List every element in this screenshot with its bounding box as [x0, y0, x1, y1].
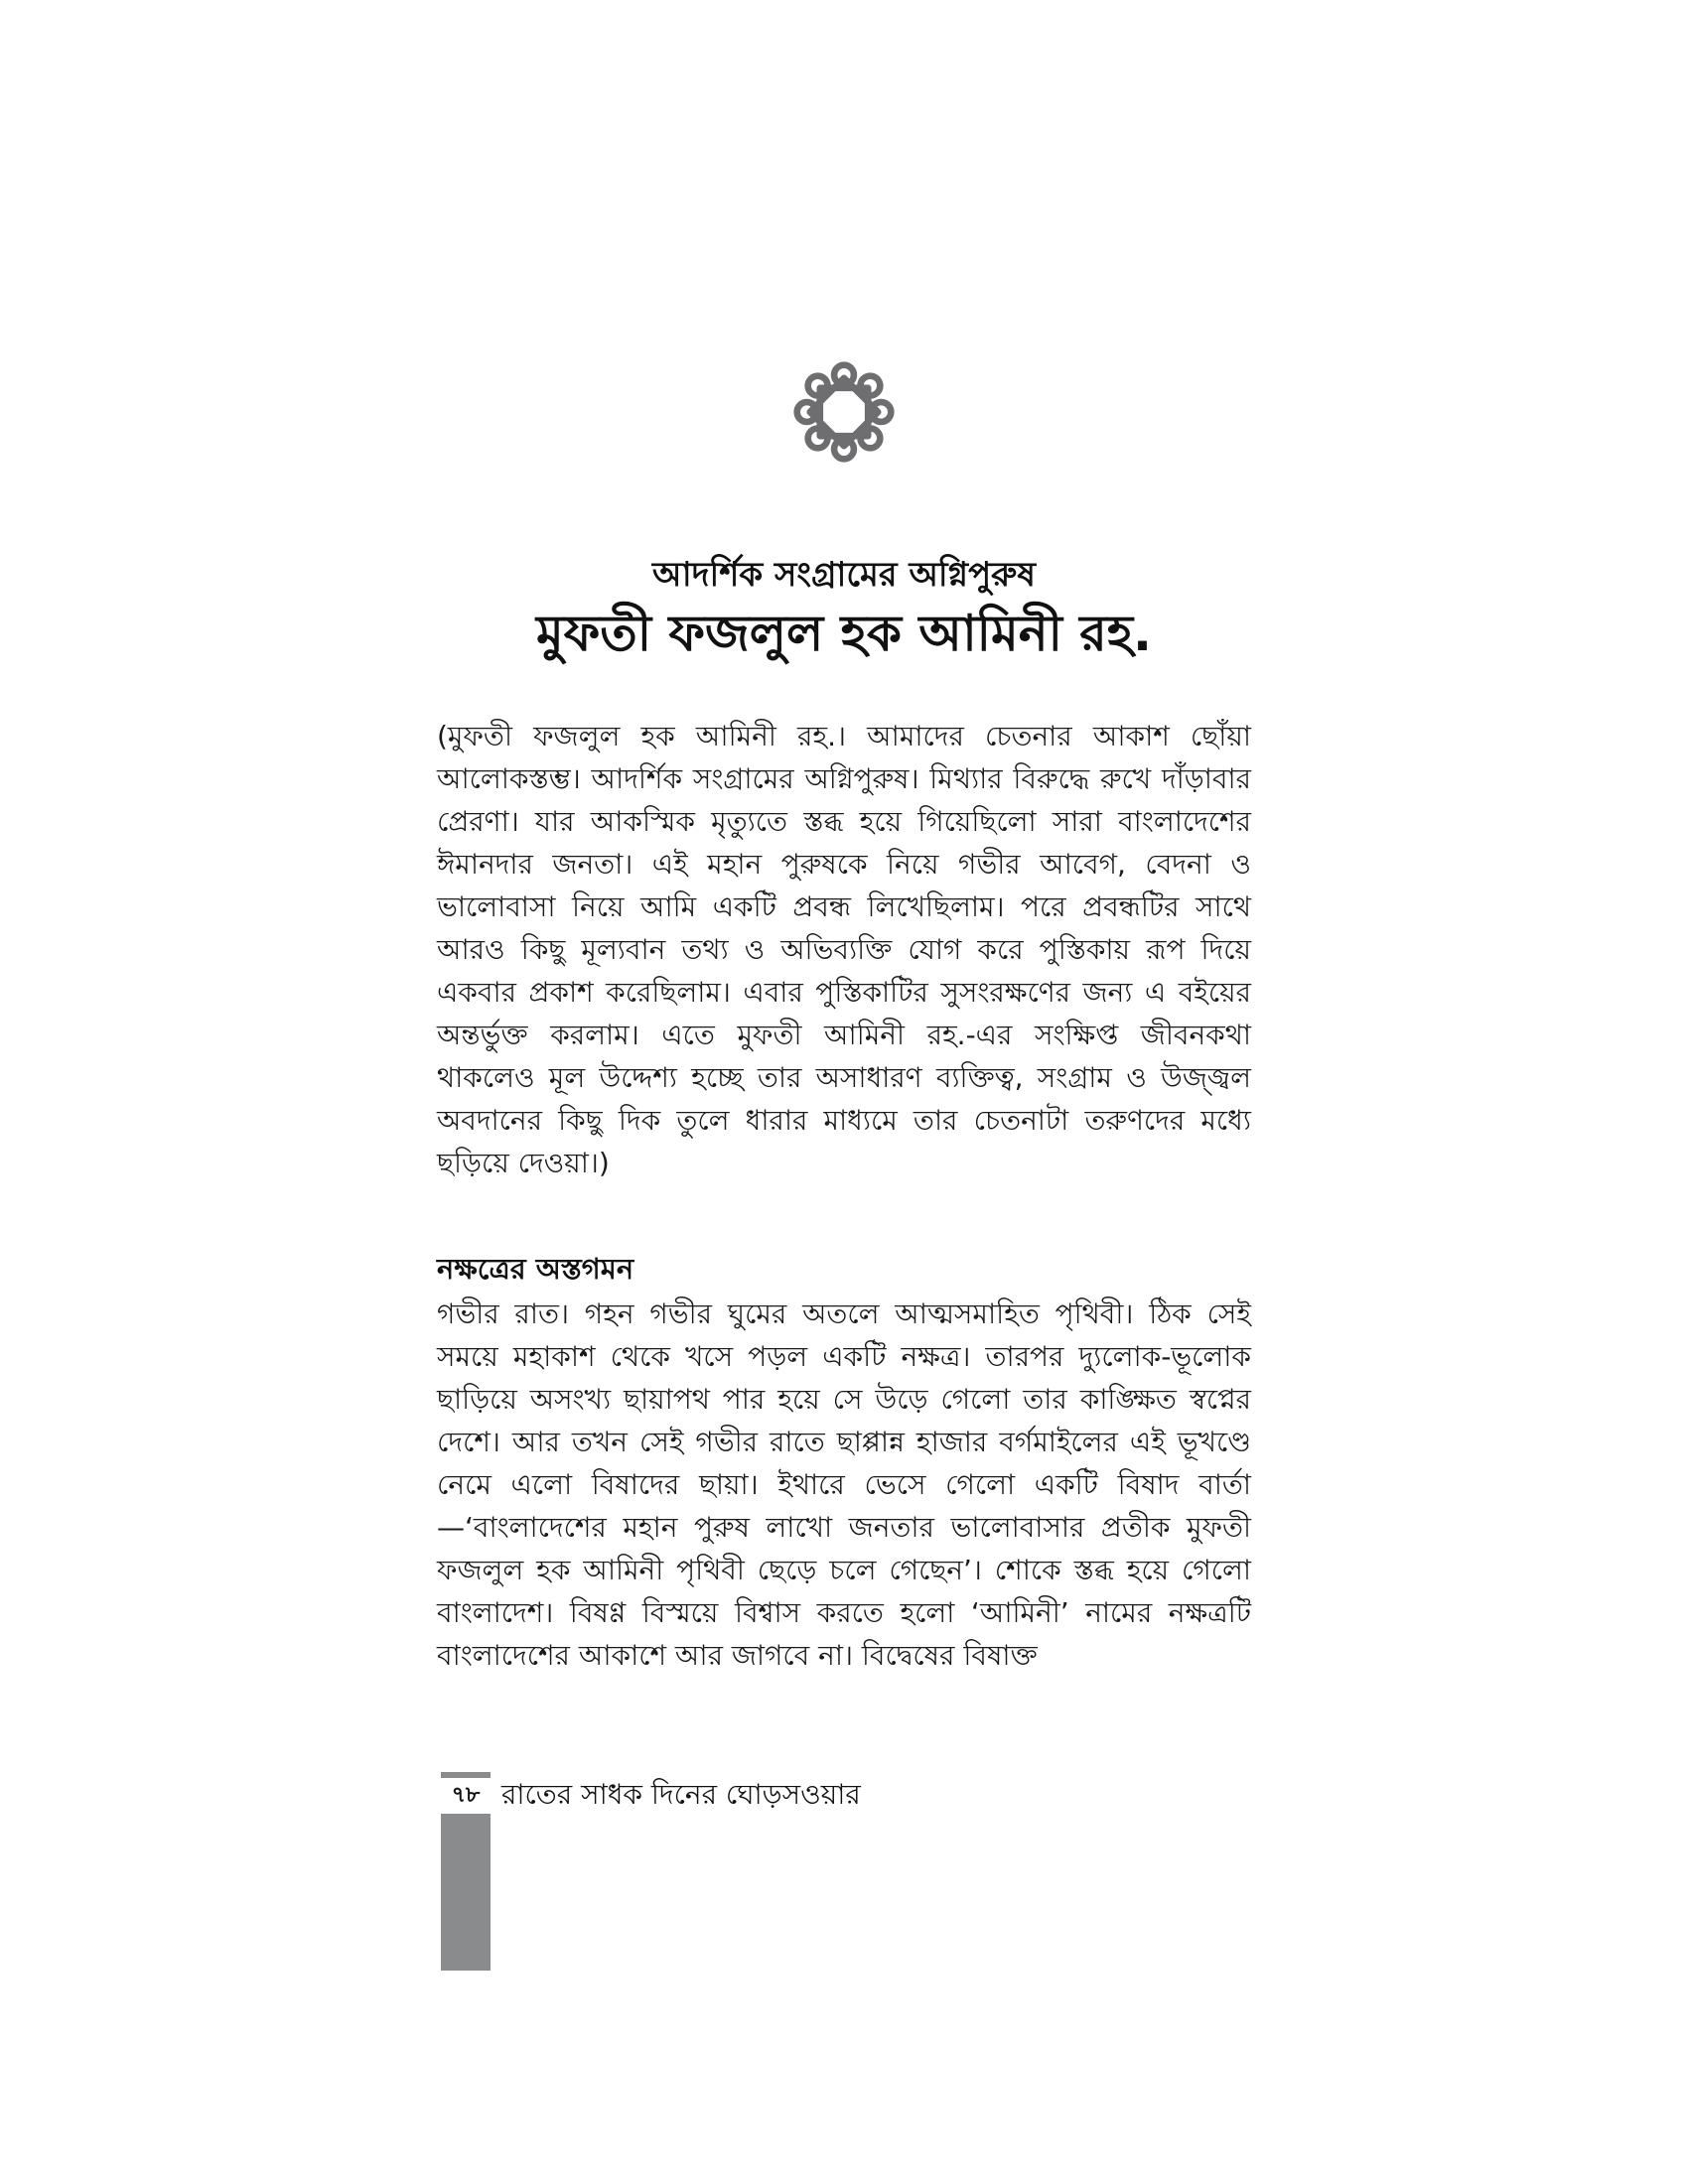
- page-number: ৭৮: [441, 1773, 491, 1814]
- star-lattice-ornament-icon: [789, 357, 899, 467]
- chapter-header: [437, 551, 1251, 668]
- chapter-title: মুফতী ফজলুল হক আমিনী রহ.: [535, 605, 1153, 662]
- section-heading: নক্ষত্রের অস্তগমন: [437, 1252, 634, 1286]
- chapter-subtitle: আদর্শিক সংগ্রামের অগ্নিপুরুষ: [651, 555, 1036, 595]
- running-footer-book-title: রাতের সাধক দিনের ঘোড়সওয়ার: [501, 1778, 861, 1811]
- section-paragraph: গভীর রাত। গহন গভীর ঘুমের অতলে আত্মসমাহিত পৃথিবী। ঠিক সেই সময়ে মহাকাশ থেকে খসে পড়ল একটি নক্ষত্র। তারপর দ্যুলোক-ভূলোক ছাড়িয়ে অসংখ্য ছায়াপথ পার হয়ে সে উড়ে গেলো তার কাঙ্ক্ষিত স্বপ্নের দেশে। আর তখন সেই গভীর রাতে ছাপ্পান্ন হাজার বর্গমাইলের এই ভূখণ্ডে নেমে এলো বিষাদের ছায়া। ইথারে ভেসে গেলো একটি বিষাদ বার্তা—‘বাংলাদেশের মহান পুরুষ লাখো জনতার ভালোবাসার প্রতীক মুফতী ফজলুল হক আমিনী পৃথিবী ছেড়ে চলে গেছেন’। শোকে স্তব্ধ হয়ে গেলো বাংলাদেশ। বিষণ্ণ বিস্ময়ে বিশ্বাস করতে হলো ‘আমিনী’ নামের নক্ষত্রটি বাংলাদেশের আকাশে আর জাগবে না। বিদ্বেষের বিষাক্ত: [437, 1297, 1251, 1672]
- intro-paragraph: (মুফতী ফজলুল হক আমিনী রহ.। আমাদের চেতনার আকাশ ছোঁয়া আলোকস্তম্ভ। আদর্শিক সংগ্রামের অগ্নিপুরুষ। মিথ্যার বিরুদ্ধে রুখে দাঁড়াবার প্রেরণা। যার আকস্মিক মৃত্যুতে স্তব্ধ হয়ে গিয়েছিলো সারা বাংলাদেশের ঈমানদার জনতা। এই মহান পুরুষকে নিয়ে গভীর আবেগ, বেদনা ও ভালোবাসা নিয়ে আমি একটি প্রবন্ধ লিখেছিলাম। পরে প্রবন্ধটির সাথে আরও কিছু মূল্যবান তথ্য ও অভিব্যক্তি যোগ করে পুস্তিকায় রূপ দিয়ে একবার প্রকাশ করেছিলাম। এবার পুস্তিকাটির সুসংরক্ষণের জন্য এ বইয়ের অন্তর্ভুক্ত করলাম। এতে মুফতী আমিনী রহ.-এর সংক্ষিপ্ত জীবনকথা থাকলেও মূল উদ্দেশ্য হচ্ছে তার অসাধারণ ব্যক্তিত্ব, সংগ্রাম ও উজ্জ্বল অবদানের কিছু দিক তুলে ধারার মাধ্যমে তার চেতনাটা তরুণদের মধ্যে ছড়িয়ে দেওয়া।): [437, 720, 1251, 1179]
